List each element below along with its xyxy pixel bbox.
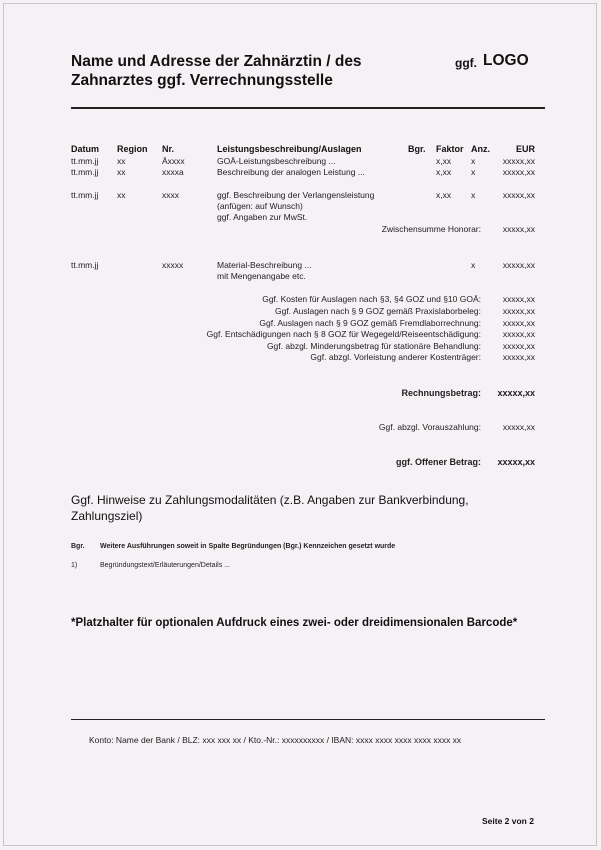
vorauszahlung-label: Ggf. abzgl. Vorauszahlung: bbox=[378, 422, 481, 432]
row-description-2: mit Mengenangabe etc. bbox=[217, 271, 306, 281]
row-eur: xxxxx,xx bbox=[502, 260, 535, 270]
barcode-placeholder: *Platzhalter für optionalen Aufdruck eines zwei- oder dreidimensionalen Barcode* bbox=[71, 617, 518, 629]
logo-placeholder: LOGO bbox=[483, 52, 529, 69]
col-header-anz: Anz. bbox=[471, 144, 490, 154]
cost-label: Ggf. Entschädigungen nach § 8 GOZ für Wegegeld/Reiseentschädigung: bbox=[206, 329, 481, 339]
subtotal-label: Zwischensumme Honorar: bbox=[381, 224, 481, 234]
row-faktor: x,xx bbox=[436, 167, 452, 177]
col-header-bgr: Bgr. bbox=[408, 144, 426, 154]
subtotal-value: xxxxx,xx bbox=[502, 224, 535, 234]
row-description: ggf. Beschreibung der Verlangensleistung bbox=[217, 190, 375, 200]
page-number: Seite 2 von 2 bbox=[482, 816, 534, 826]
footer-divider bbox=[71, 719, 545, 720]
cost-value: xxxxx,xx bbox=[502, 329, 535, 339]
row-datum: tt.mm.jj bbox=[71, 156, 99, 166]
cost-value: xxxxx,xx bbox=[502, 341, 535, 351]
row-anz: x bbox=[471, 167, 476, 177]
sender-address-heading bbox=[71, 52, 362, 90]
offener-betrag-label: ggf. Offener Betrag: bbox=[395, 457, 481, 467]
sender-address-line-2: Zahnarztes ggf. Verrechnungsstelle bbox=[71, 72, 333, 89]
col-header-region: Region bbox=[117, 144, 148, 154]
col-header-leistung: Leistungsbeschreibung/Auslagen bbox=[217, 144, 362, 154]
row-region: xx bbox=[117, 167, 126, 177]
bank-details-footer: Konto: Name der Bank / BLZ: xxx xxx xx / Kto.-Nr.: xxxxxxxxxx / IBAN: xxxx xxxx xxxx xxxx xxxx xx bbox=[89, 735, 462, 745]
row-nr: Äxxxx bbox=[162, 156, 185, 166]
cost-label: Ggf. Auslagen nach § 9 GOZ gemäß Praxislaborbeleg: bbox=[274, 306, 481, 316]
row-nr: xxxxx bbox=[162, 260, 184, 270]
row-description: Beschreibung der analogen Leistung ... bbox=[217, 167, 365, 177]
cost-value: xxxxx,xx bbox=[502, 352, 535, 362]
row-datum: tt.mm.jj bbox=[71, 260, 99, 270]
payment-note: Ggf. Hinweise zu Zahlungsmodalitäten (z.B. Angaben zur Bankverbindung, Zahlungsziel) bbox=[71, 493, 469, 523]
logo-prefix: ggf. bbox=[455, 56, 477, 70]
begruendung-item-text: Begründungstext/Erläuterungen/Details ... bbox=[100, 562, 230, 569]
row-datum: tt.mm.jj bbox=[71, 190, 99, 200]
row-eur: xxxxx,xx bbox=[502, 167, 535, 177]
rechnungsbetrag-value: xxxxx,xx bbox=[497, 388, 535, 398]
cost-label: Ggf. Auslagen nach § 9 GOZ gemäß Fremdlaborrechnung: bbox=[259, 318, 481, 328]
row-description-3: ggf. Angaben zur MwSt. bbox=[217, 212, 308, 222]
begruendung-key-heading: Bgr. bbox=[71, 543, 85, 550]
row-region: xx bbox=[117, 156, 126, 166]
col-header-datum: Datum bbox=[71, 144, 100, 154]
row-nr: xxxx bbox=[162, 190, 179, 200]
begruendung-heading: Weitere Ausführungen soweit in Spalte Begründungen (Bgr.) Kennzeichen gesetzt wurde bbox=[100, 543, 396, 550]
row-nr: xxxxa bbox=[162, 167, 184, 177]
cost-value: xxxxx,xx bbox=[502, 294, 535, 304]
cost-value: xxxxx,xx bbox=[502, 306, 535, 316]
row-description: Material-Beschreibung ... bbox=[217, 260, 312, 270]
row-faktor: x,xx bbox=[436, 190, 452, 200]
row-anz: x bbox=[471, 260, 476, 270]
row-description-2: (anfügen: auf Wunsch) bbox=[217, 201, 303, 211]
vorauszahlung-value: xxxxx,xx bbox=[502, 422, 535, 432]
row-eur: xxxxx,xx bbox=[502, 190, 535, 200]
header-divider bbox=[71, 107, 545, 109]
row-faktor: x,xx bbox=[436, 156, 452, 166]
cost-label: Ggf. Kosten für Auslagen nach §3, §4 GOZ und §10 GOÄ: bbox=[262, 294, 481, 304]
offener-betrag-value: xxxxx,xx bbox=[497, 457, 535, 467]
sender-address-line-1: Name und Adresse der Zahnärztin / des bbox=[71, 53, 362, 70]
row-anz: x bbox=[471, 190, 476, 200]
row-datum: tt.mm.jj bbox=[71, 167, 99, 177]
col-header-faktor: Faktor bbox=[436, 144, 464, 154]
row-anz: x bbox=[471, 156, 476, 166]
row-eur: xxxxx,xx bbox=[502, 156, 535, 166]
col-header-eur: EUR bbox=[515, 144, 535, 154]
cost-label: Ggf. abzgl. Vorleistung anderer Kostenträger: bbox=[310, 352, 481, 362]
col-header-nr: Nr. bbox=[162, 144, 175, 154]
row-region: xx bbox=[117, 190, 126, 200]
begruendung-item-key: 1) bbox=[71, 562, 78, 569]
row-description: GOÄ-Leistungsbeschreibung ... bbox=[217, 156, 336, 166]
cost-label: Ggf. abzgl. Minderungsbetrag für stationäre Behandlung: bbox=[266, 341, 481, 351]
cost-value: xxxxx,xx bbox=[502, 318, 535, 328]
rechnungsbetrag-label: Rechnungsbetrag: bbox=[401, 388, 481, 398]
